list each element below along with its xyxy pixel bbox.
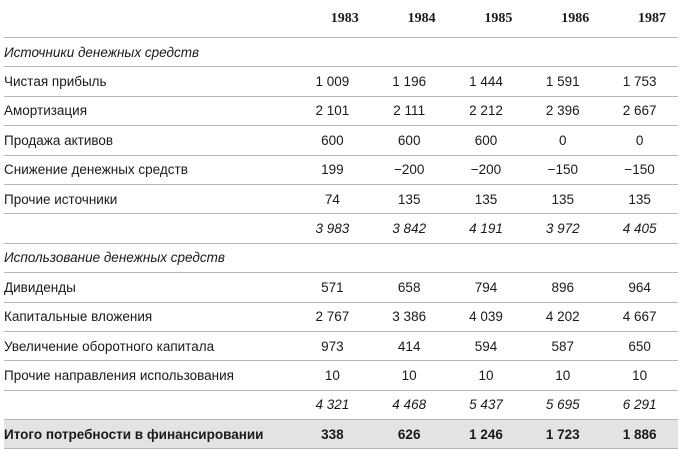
value-cell: 600 xyxy=(448,126,525,155)
value-cell: 1 009 xyxy=(294,67,371,96)
table-row xyxy=(4,67,678,96)
value-cell: 4 667 xyxy=(601,302,678,331)
value-cell: 10 xyxy=(371,361,448,390)
financing-table xyxy=(4,1,678,449)
value-cell: 600 xyxy=(371,126,448,155)
value-cell: 2 101 xyxy=(294,96,371,125)
value-cell: 1 753 xyxy=(601,67,678,96)
value-cell: 0 xyxy=(601,126,678,155)
subtotal-label-cell xyxy=(4,214,294,243)
year-header: 1986 xyxy=(524,1,601,38)
value-cell: 1 444 xyxy=(448,67,525,96)
value-cell: 135 xyxy=(371,184,448,213)
subtotal-cell: 5 437 xyxy=(448,390,525,419)
row-label: Снижение денежных средств xyxy=(4,155,294,184)
value-cell: 594 xyxy=(448,331,525,360)
row-label: Увеличение оборотного капитала xyxy=(4,331,294,360)
total-row xyxy=(4,420,678,449)
value-cell: 10 xyxy=(294,361,371,390)
value-cell: 10 xyxy=(601,361,678,390)
value-cell: 74 xyxy=(294,184,371,213)
value-cell: 199 xyxy=(294,155,371,184)
row-label: Дивиденды xyxy=(4,273,294,302)
uses-heading: Использование денежных средств xyxy=(4,243,678,272)
value-cell: 794 xyxy=(448,273,525,302)
value-cell: 964 xyxy=(601,273,678,302)
table-row xyxy=(4,302,678,331)
subtotal-cell: 4 321 xyxy=(294,390,371,419)
value-cell: 10 xyxy=(448,361,525,390)
sources-heading: Источники денежных средств xyxy=(4,38,678,67)
value-cell: 571 xyxy=(294,273,371,302)
subtotal-cell: 6 291 xyxy=(601,390,678,419)
value-cell: 4 039 xyxy=(448,302,525,331)
value-cell: 896 xyxy=(524,273,601,302)
row-label: Амортизация xyxy=(4,96,294,125)
subtotal-cell: 5 695 xyxy=(524,390,601,419)
table-row xyxy=(4,126,678,155)
uses-section-row xyxy=(4,243,678,272)
row-label: Прочие направления использования xyxy=(4,361,294,390)
subtotal-cell: 4 468 xyxy=(371,390,448,419)
value-cell: −200 xyxy=(371,155,448,184)
total-cell: 1 886 xyxy=(601,420,678,449)
table-row xyxy=(4,361,678,390)
row-label: Продажа активов xyxy=(4,126,294,155)
row-label: Чистая прибыль xyxy=(4,67,294,96)
sources-section-row xyxy=(4,38,678,67)
value-cell: 1 591 xyxy=(524,67,601,96)
total-label: Итого потребности в финансировании xyxy=(4,420,294,449)
value-cell: 135 xyxy=(601,184,678,213)
table-row xyxy=(4,273,678,302)
year-header: 1985 xyxy=(448,1,525,38)
uses-subtotal-row xyxy=(4,390,678,419)
value-cell: 3 386 xyxy=(371,302,448,331)
table-row xyxy=(4,155,678,184)
year-header: 1987 xyxy=(601,1,678,38)
value-cell: 587 xyxy=(524,331,601,360)
sources-subtotal-row xyxy=(4,214,678,243)
value-cell: 135 xyxy=(524,184,601,213)
value-cell: 2 667 xyxy=(601,96,678,125)
subtotal-label-cell xyxy=(4,390,294,419)
value-cell: 414 xyxy=(371,331,448,360)
value-cell: 4 202 xyxy=(524,302,601,331)
total-cell: 338 xyxy=(294,420,371,449)
table-row xyxy=(4,96,678,125)
row-label: Капитальные вложения xyxy=(4,302,294,331)
value-cell: 2 767 xyxy=(294,302,371,331)
total-cell: 1 723 xyxy=(524,420,601,449)
value-cell: −150 xyxy=(601,155,678,184)
value-cell: −200 xyxy=(448,155,525,184)
header-row xyxy=(4,1,678,38)
table-row xyxy=(4,184,678,213)
value-cell: 658 xyxy=(371,273,448,302)
table-row xyxy=(4,331,678,360)
subtotal-cell: 4 191 xyxy=(448,214,525,243)
value-cell: 1 196 xyxy=(371,67,448,96)
value-cell: 2 396 xyxy=(524,96,601,125)
total-cell: 626 xyxy=(371,420,448,449)
subtotal-cell: 3 972 xyxy=(524,214,601,243)
subtotal-cell: 4 405 xyxy=(601,214,678,243)
subtotal-cell: 3 983 xyxy=(294,214,371,243)
year-header: 1984 xyxy=(371,1,448,38)
value-cell: 0 xyxy=(524,126,601,155)
subtotal-cell: 3 842 xyxy=(371,214,448,243)
value-cell: 650 xyxy=(601,331,678,360)
year-header: 1983 xyxy=(294,1,371,38)
value-cell: 600 xyxy=(294,126,371,155)
value-cell: 10 xyxy=(524,361,601,390)
value-cell: 973 xyxy=(294,331,371,360)
total-cell: 1 246 xyxy=(448,420,525,449)
value-cell: 2 212 xyxy=(448,96,525,125)
value-cell: −150 xyxy=(524,155,601,184)
value-cell: 135 xyxy=(448,184,525,213)
value-cell: 2 111 xyxy=(371,96,448,125)
header-label-cell xyxy=(4,1,294,38)
row-label: Прочие источники xyxy=(4,184,294,213)
